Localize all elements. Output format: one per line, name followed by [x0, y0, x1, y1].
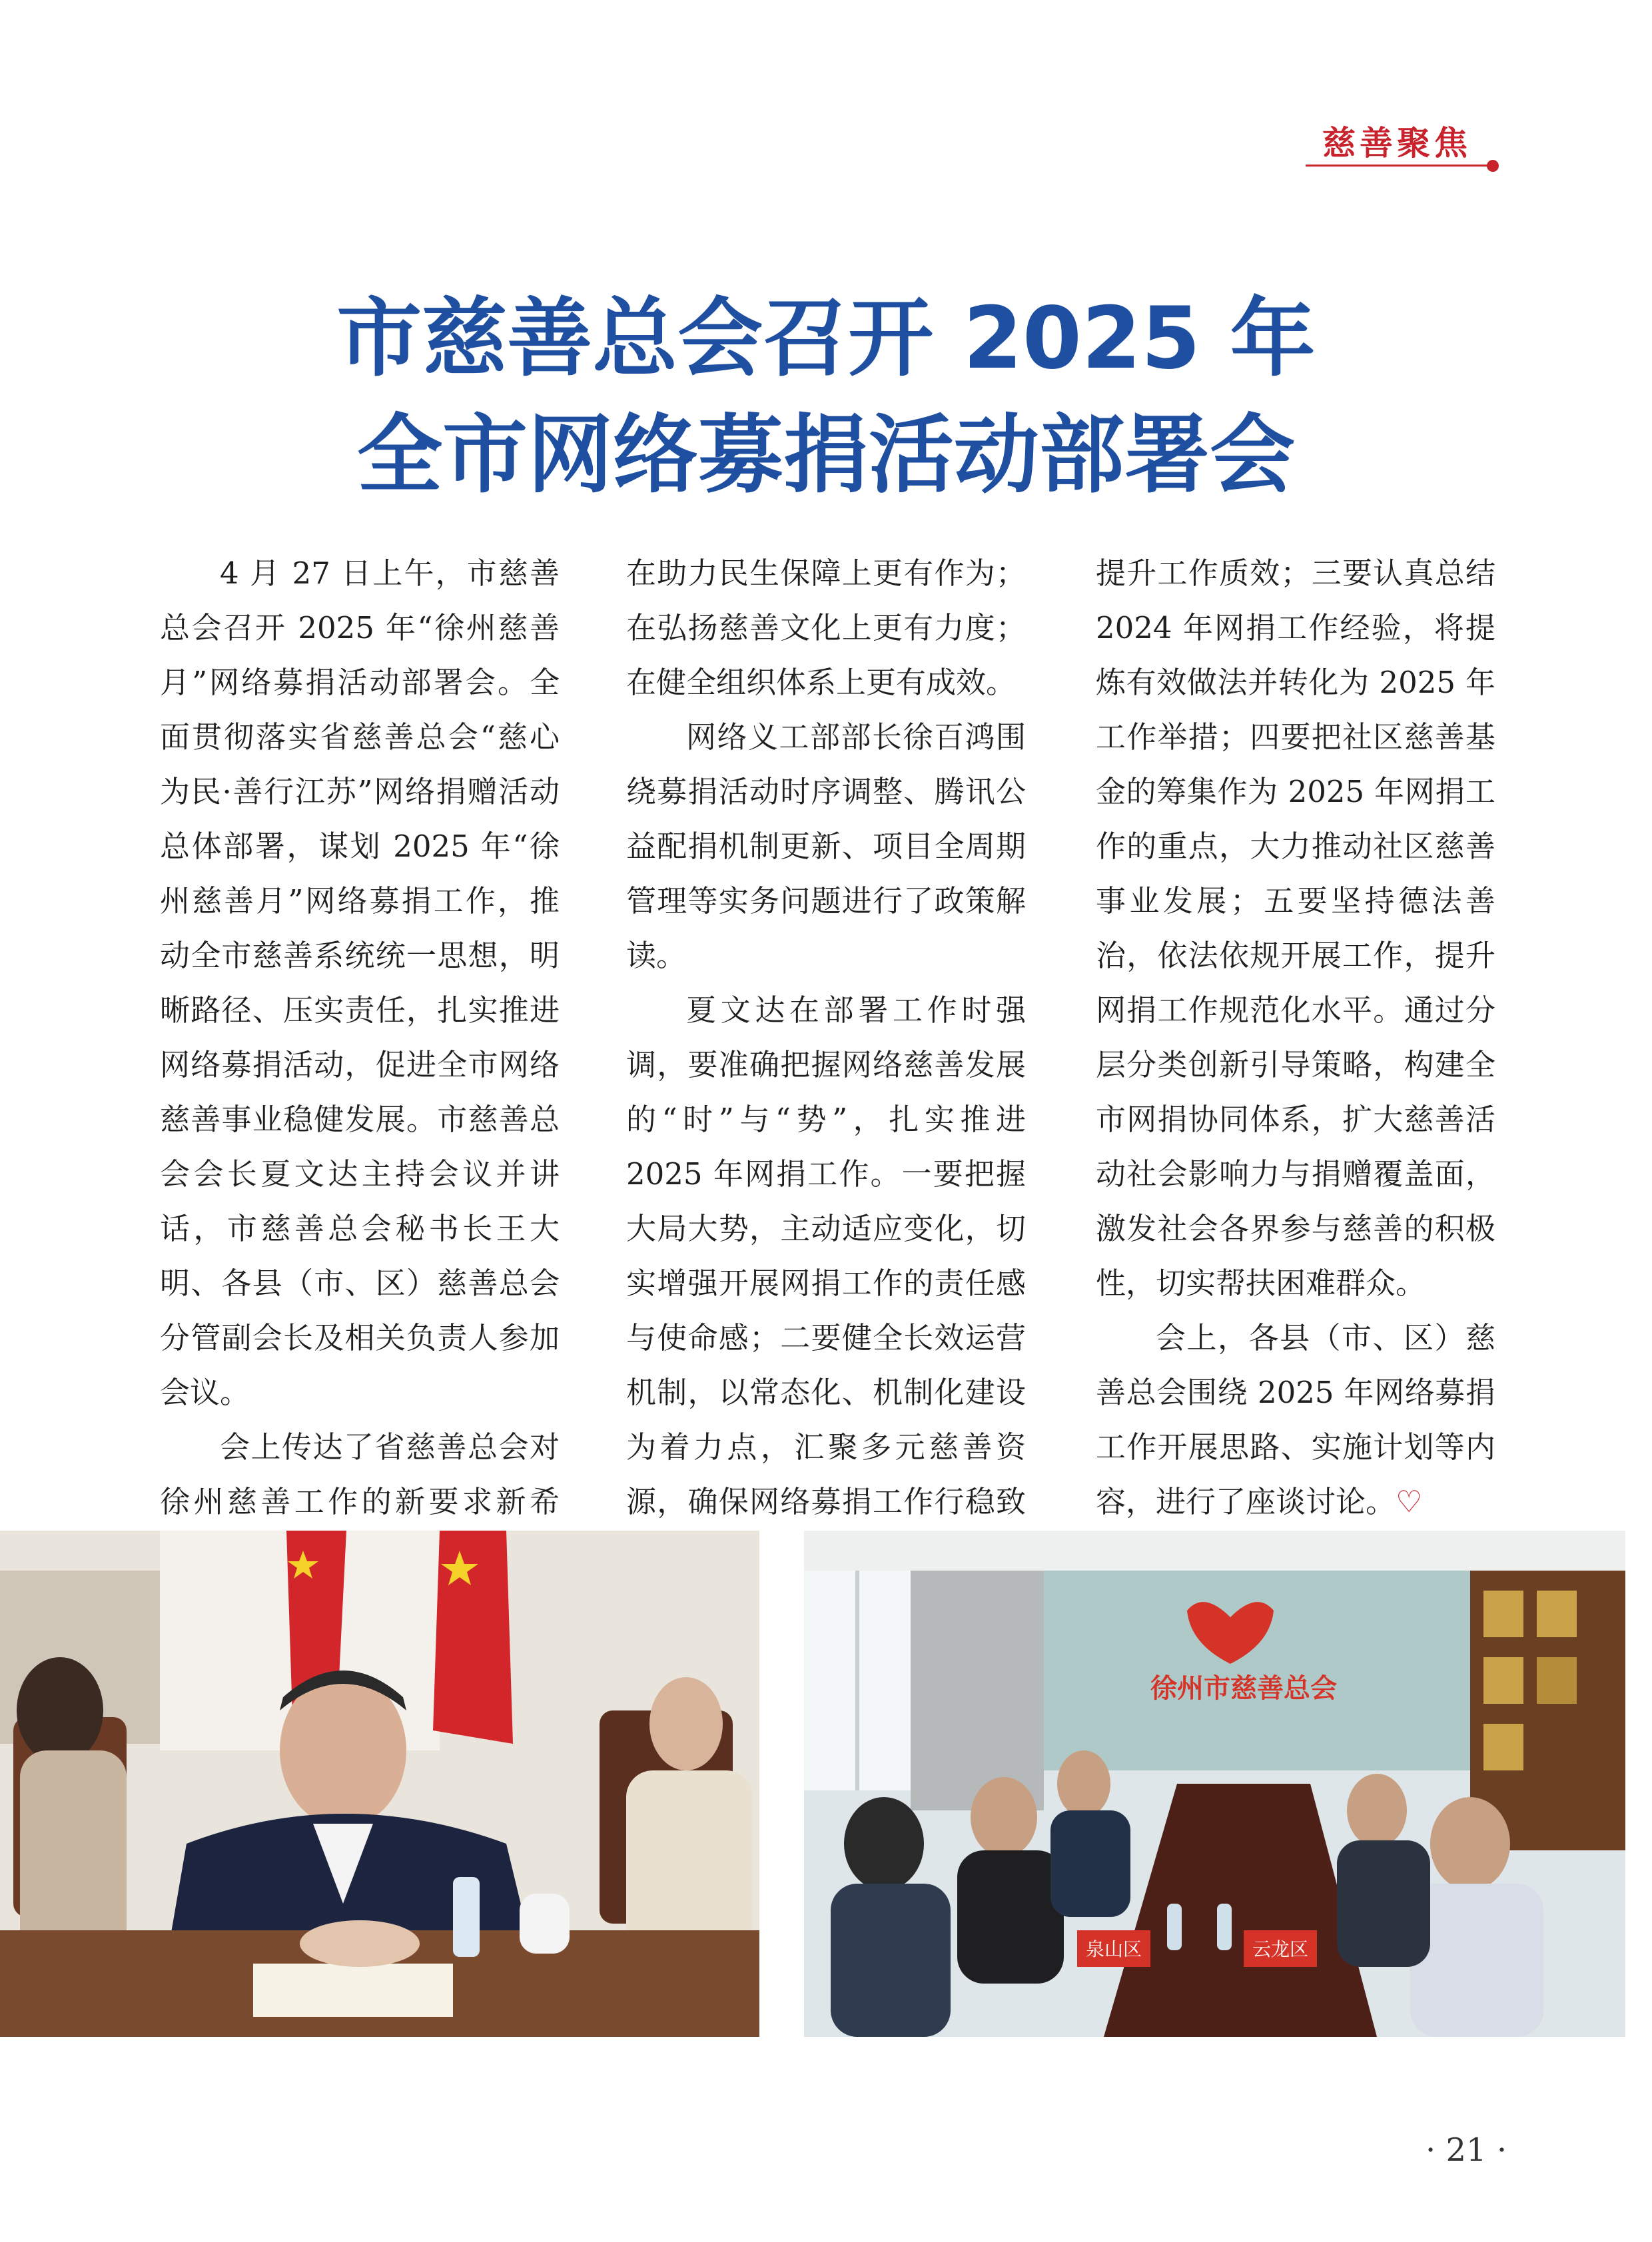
place-card-left: 泉山区 [1085, 1938, 1142, 1960]
section-tag: 慈善聚焦 [1322, 123, 1471, 163]
photo-speaker [0, 1531, 759, 2037]
text-column-2 [626, 546, 1026, 1584]
paragraph: 在助力民生保障上更有作为；在弘扬慈善文化上更有力度；在健全组织体系上更有成效。 [626, 556, 1026, 700]
text-column-3 [1096, 546, 1495, 1529]
page-number: · 21 · [1426, 2131, 1507, 2169]
article-title-line-1: 市慈善总会召开 2025 年 [336, 289, 1316, 388]
text-column-1 [160, 546, 560, 1639]
paragraph: 网络义工部部长徐百鸿围绕募捐活动时序调整、腾讯公益配捐机制更新、项目全周期管理等实务问题进行了政策解读。 [626, 719, 1026, 973]
paragraph [1096, 1311, 1495, 1529]
article-title-line-2: 全市网络募捐活动部署会 [356, 406, 1295, 505]
section-divider [1306, 165, 1492, 167]
photo-speaker-illustration [0, 1531, 759, 2037]
paragraph: 4 月 27 日上午，市慈善总会召开 2025 年“徐州慈善月”网络募捐活动部署会。全面贯彻落实省慈善总会“慈心为民·善行江苏”网络捐赠活动总体部署，谋划 2025 年“徐州慈善月”网络募捐工作，推动全市慈善系统统一思想，明晰路径、压实责任，扎实推进网络募捐活动，促进全市网络慈善事业稳健发展。市慈善总会会长夏文达主持会议并讲话，市慈善总会秘书长王大明、各县（市、区）慈善总会分管副会长及相关负责人参加会议。 [160, 556, 560, 1410]
paragraph-text: 会上，各县（市、区）慈善总会围绕 2025 年网络募捐工作开展思路、实施计划等内容，进行了座谈讨论。 [1096, 1320, 1495, 1519]
wall-sign: 徐州市慈善总会 [1150, 1673, 1337, 1704]
place-card-right: 云龙区 [1252, 1938, 1309, 1960]
photo-meeting-room [804, 1531, 1625, 2037]
paragraph: 会上传达了省慈善总会对徐州慈善工作的新要求新希 [160, 1429, 560, 1519]
section-dot-icon [1487, 160, 1499, 172]
photo-meeting-illustration [804, 1531, 1625, 2037]
paragraph: 提升工作质效；三要认真总结 2024 年网捐工作经验，将提炼有效做法并转化为 2025 年工作举措；四要把社区慈善基金的筹集作为 2025 年网捐工作的重点，大力推动社区慈善事业发展；五要坚持德法善治，依法依规开展工作，提升网捐工作规范化水平。通过分层分类创新引导策略，构建全市网捐协同体系，扩大慈善活动社会影响力与捐赠覆盖面，激发社会各界参与慈善的积极性，切实帮扶困难群众。 [1096, 556, 1495, 1301]
paragraph: 夏文达在部署工作时强调，要准确把握网络慈善发展的“时”与“势”，扎实推进 2025 年网捐工作。一要把握大局大势，主动适应变化，切实增强开展网捐工作的责任感与使命感；二要健全长效运营机制，以常态化、机制化建设为着力点，汇聚多元慈善资源，确保网络募捐工作行稳致 [626, 992, 1026, 1519]
heart-icon: ♡ [1396, 1484, 1423, 1519]
